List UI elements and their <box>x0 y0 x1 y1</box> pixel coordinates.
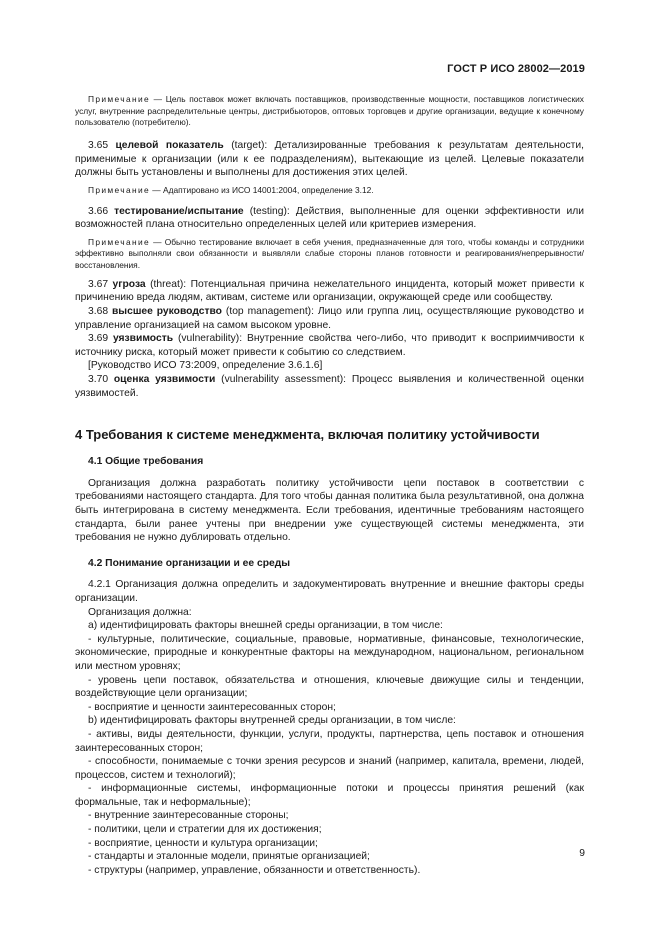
note-adapted: Примечание — Адаптировано из ИСО 14001:2004, определение 3.12. <box>88 184 374 195</box>
term-3-67: 3.67 угроза (threat): Потенциальная причина нежелательного инцидента, который может привести к причинению вреда людям, активам, системе или организации, окружающей среде или сообществу. <box>75 278 584 304</box>
list-item: - активы, виды деятельности, функции, услуги, продукты, партнерства, цепь поставок и отношения заинтересованных сторон; <box>75 728 584 754</box>
note-label: Примечание <box>88 94 150 104</box>
term-name: уязвимость <box>112 333 174 345</box>
section-4-2-body <box>75 578 584 877</box>
list-item: - информационные системы, информационные потоки и процессы принятия решений (как формальные, так и неформальные); <box>75 783 584 808</box>
page-number: 9 <box>579 848 585 859</box>
term-name: тестирование/испытание <box>114 205 244 217</box>
term-name: высшее руководство <box>111 306 222 318</box>
section-4-1-text: Организация должна разработать политику устойчивости цепи поставок в соответствии с требованиями настоящего стандарта. Для того чтобы данная политика была результативной, она должна быть интегрирована в систему менеджмента. Если требования, идентичные требованиям настоящего стандарта, были ранее учтены при внедрении уже существующей системы менеджмента, эти требования не нужно дублировать отдельно. <box>75 477 584 544</box>
list-item: - восприятие, ценности и культура организации; <box>88 837 318 849</box>
list-item: - способности, понимаемые с точки зрения ресурсов и знаний (например, капитала, времени, людей, процессов, систем и технологий); <box>75 756 584 781</box>
section-4-2-heading: 4.2 Понимание организации и ее среды <box>88 557 291 569</box>
list-item: - структуры (например, управление, обязанности и ответственность). <box>88 864 421 876</box>
term-name: целевой показатель <box>115 140 224 152</box>
term-3-70: 3.70 оценка уязвимости (vulnerability assessment): Процесс выявления и количественной оценки уязвимостей. <box>75 374 585 399</box>
note-label: Примечание <box>88 236 150 247</box>
list-item: - восприятие и ценности заинтересованных сторон; <box>88 701 336 713</box>
list-item: - внутренние заинтересованные стороны; <box>88 810 289 822</box>
document-code: ГОСТ Р ИСО 28002—2019 <box>447 63 585 75</box>
term-3-69-reference: [Руководство ИСО 73:2009, определение 3.6.1.6] <box>88 360 323 372</box>
section-4-1-heading: 4.1 Общие требования <box>88 456 204 468</box>
note-supply-chain: Примечание — Цель поставок может включать поставщиков, производственные мощности, поставщиков логистических услуг, внутренние распределительные центры, дистрибьюторов, оптовых торговцев и другие организации, ведущие к конечному пользователю (потребителю). <box>75 94 584 128</box>
term-3-68: 3.68 высшее руководство (top management): Лицо или группа лиц, осуществляющие руководство и управление организацией на самом высоком уровне. <box>75 306 585 331</box>
term-3-65: 3.65 целевой показатель (target): Детализированные требования к результатам деятельности, применимые к организации (или к ее подразделениям), вытекающие из целей. Целевые показатели должны быть установлены и выполнены для достижения этих целей. <box>75 140 584 179</box>
paragraph: Организация должна: <box>88 606 192 618</box>
term-name: угроза <box>112 278 146 290</box>
term-3-69: 3.69 уязвимость (vulnerability): Внутренние свойства чего-либо, что приводит к восприимчивости к источнику риска, который может привести к событию со следствием. <box>75 333 584 358</box>
list-item: - политики, цели и стратегии для их достижения; <box>88 824 322 836</box>
note-label: Примечание <box>88 184 150 195</box>
note-testing: Примечание — Обычно тестирование включает в себя учения, предназначенные для того, чтобы команды и сотрудники эффективно выполняли свои обязанности и выявляли слабые стороны планов готовности и реагирования/непрерывности/восстановления. <box>75 236 584 271</box>
section-4-heading: 4 Требования к системе менеджмента, включая политику устойчивости <box>75 427 540 443</box>
list-item: b) идентифицировать факторы внутренней среды организации, в том числе: <box>88 715 456 727</box>
term-3-66: 3.66 тестирование/испытание (testing): Действия, выполненные для оценки эффективности или возможностей плана относительно определенных целей или критериев измерения. <box>75 205 584 231</box>
paragraph: 4.2.1 Организация должна определить и задокументировать внутренние и внешние факторы среды организации. <box>75 579 584 604</box>
term-name: оценка уязвимости <box>113 374 216 386</box>
list-item: - культурные, политические, социальные, правовые, нормативные, финансовые, технологические, экономические, природные и конкурентные факторы на международном, национальном, региональном или местном уровнях; <box>75 633 584 672</box>
list-item: a) идентифицировать факторы внешней среды организации, в том числе: <box>88 620 443 632</box>
page-content <box>75 94 584 877</box>
list-item: - уровень цепи поставок, обязательства и отношения, ключевые движущие силы и тенденции, воздействующие цели организации; <box>75 674 584 700</box>
list-item: - стандарты и эталонные модели, принятые организацией; <box>88 851 370 863</box>
